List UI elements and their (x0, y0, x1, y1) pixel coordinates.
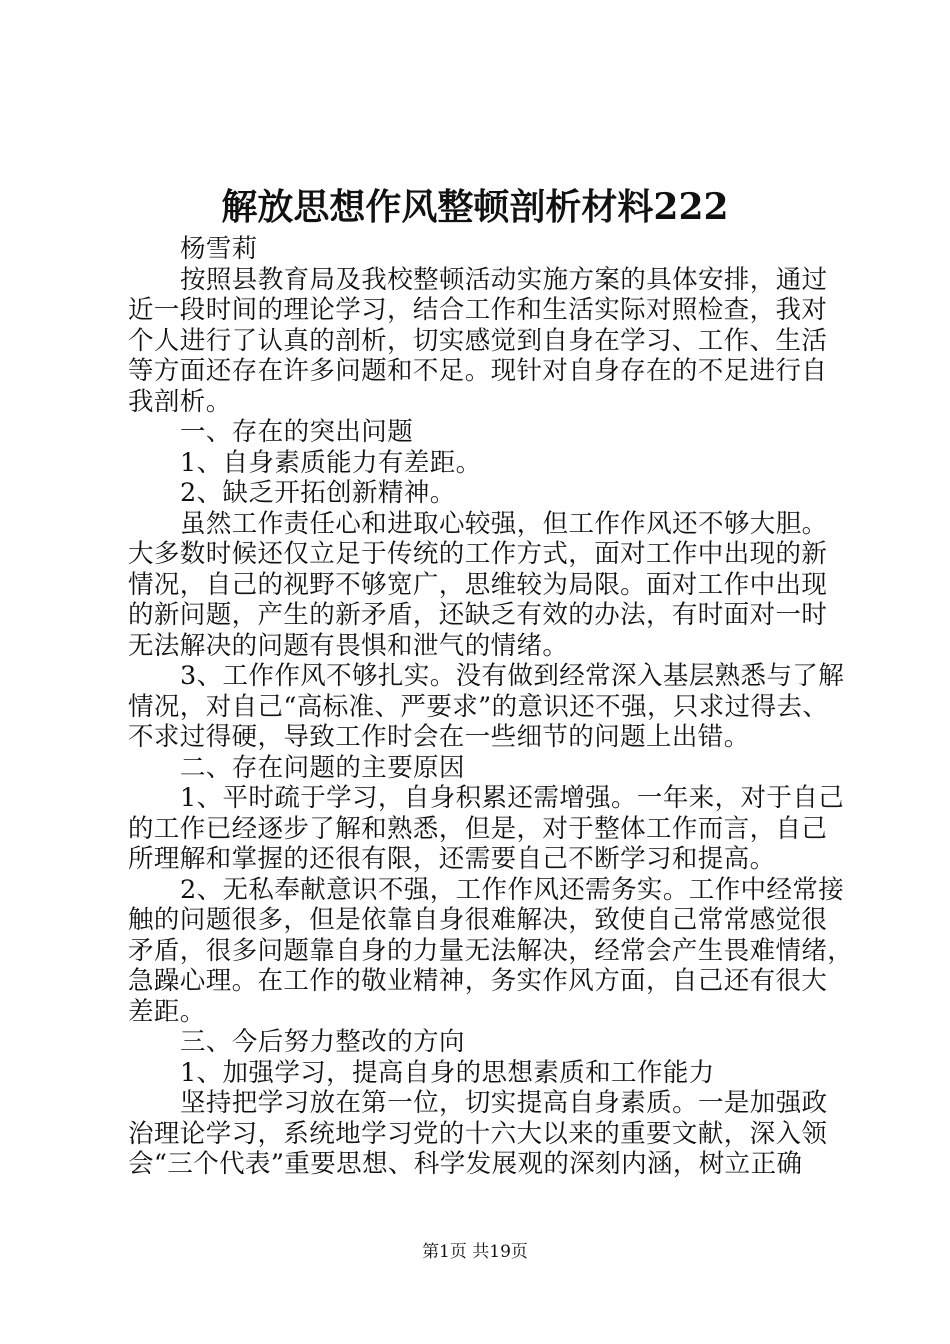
body-line: 个人进行了认真的剖析，切实感觉到自身在学习、工作、生活 (128, 325, 828, 356)
body-line: 的新问题，产生的新矛盾，还缺乏有效的办法，有时面对一时 (128, 600, 828, 630)
body-line: 无法解决的问题有畏惧和泄气的情绪。 (128, 630, 569, 661)
body-line: 会“三个代表”重要思想、科学发展观的深刻内涵，树立正确 (128, 1149, 803, 1179)
body-line: 近一段时间的理论学习，结合工作和生活实际对照检查，我对 (128, 295, 828, 325)
body-line: 三、今后努力整改的方向 (180, 1027, 465, 1057)
body-line: 2、缺乏开拓创新精神。 (180, 478, 456, 508)
document-body (128, 234, 854, 1180)
body-line: 矛盾，很多问题靠自身的力量无法解决，经常会产生畏难情绪， (128, 935, 854, 966)
body-line: 的工作已经逐步了解和熟悉，但是，对于整体工作而言，自己 (128, 813, 828, 844)
body-line: 1、加强学习，提高自身的思想素质和工作能力 (180, 1057, 715, 1088)
body-line: 我剖析。 (128, 386, 232, 417)
body-line: 1、平时疏于学习，自身积累还需增强。一年来，对于自己 (180, 783, 845, 813)
body-line: 虽然工作责任心和进取心较强，但工作作风还不够大胆。 (180, 508, 828, 539)
body-line: 按照县教育局及我校整顿活动实施方案的具体安排，通过 (180, 264, 828, 295)
body-line: 不求过得硬，导致工作时会在一些细节的问题上出错。 (128, 722, 750, 752)
page-footer: 第1页 共19页 (422, 1242, 528, 1262)
body-line: 大多数时候还仅立足于传统的工作方式，面对工作中出现的新 (128, 539, 828, 569)
body-line: 坚持把学习放在第一位，切实提高自身素质。一是加强政 (180, 1088, 828, 1118)
body-line: 等方面还存在许多问题和不足。现针对自身存在的不足进行自 (128, 356, 828, 386)
body-line: 1、自身素质能力有差距。 (180, 447, 482, 478)
body-line: 情况，自己的视野不够宽广，思维较为局限。面对工作中出现 (128, 569, 828, 600)
document-title: 解放思想作风整顿剖析材料222 (221, 186, 729, 228)
body-line: 情况，对自己“高标准、严要求”的意识还不强，只求过得去、 (128, 691, 829, 722)
body-line: 杨雪莉 (180, 234, 258, 264)
body-line: 一、存在的突出问题 (180, 417, 414, 447)
body-line: 触的问题很多，但是依靠自身很难解决，致使自己常常感觉很 (128, 905, 828, 935)
body-line: 治理论学习，系统地学习党的十六大以来的重要文献，深入领 (128, 1118, 828, 1149)
body-line: 急躁心理。在工作的敬业精神，务实作风方面，自己还有很大 (128, 966, 828, 996)
body-line: 差距。 (128, 996, 206, 1027)
body-line: 所理解和掌握的还很有限，还需要自己不断学习和提高。 (128, 844, 776, 874)
body-line: 二、存在问题的主要原因 (180, 752, 465, 783)
body-line: 2、无私奉献意识不强，工作作风还需务实。工作中经常接 (180, 874, 845, 905)
body-line: 3、工作作风不够扎实。没有做到经常深入基层熟悉与了解 (180, 661, 845, 691)
